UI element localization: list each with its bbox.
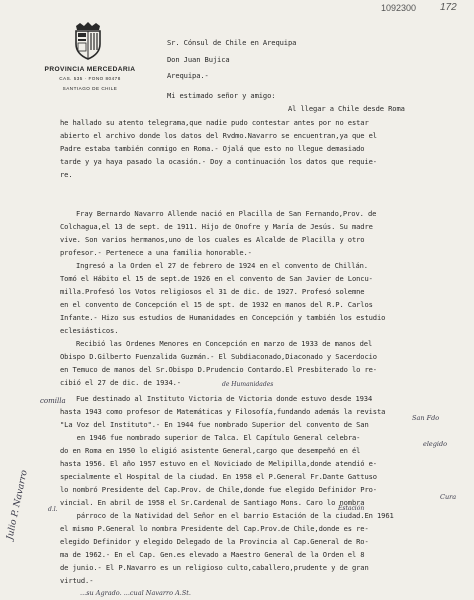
body-line: re. [60, 170, 73, 179]
body-line: Recibió las Ordenes Menores en Concepción en marzo de 1933 de manos del [76, 339, 373, 348]
body-line: hasta 1943 como profesor de Matemáticas y Filosofía,fundando además la revista [60, 407, 386, 416]
recipient-line: Sr. Cónsul de Chile en Arequipa [167, 38, 297, 47]
body-line: ma de 1962.- En el Cap. Gen.es elevado a Maestro General de la Orden el 8 [60, 550, 365, 559]
body-line: lo nombró Presidente del Cap.Prov. de Chile,donde fue elegido Definidor Pro- [60, 485, 377, 494]
body-line: en 1946 fue nombrado superior de Talca. El Capítulo General celebra- [60, 433, 361, 442]
body-line: do en Roma en 1950 lo eligió asistente General,cargo que desempeñó en él [60, 446, 361, 455]
body-line: Al llegar a Chile desde Roma [288, 104, 405, 113]
body-line: Infante.- Hizo sus estudios de Humanidades en Concepción y también los estudio [60, 313, 386, 322]
body-line: virtud.- [60, 576, 94, 585]
recipient-line: Arequipa.- [167, 71, 209, 80]
body-line: milla.Profesó los Votos religiosos el 31 de dic. de 1927. Profesó solemne [60, 287, 365, 296]
body-line: specialmente el Hospital de la ciudad. En 1958 el P.General Fr.Dante Gattuso [60, 472, 377, 481]
body-line: tarde y ya haya pasado la ocasión.- Doy a continuación los datos que requie- [60, 157, 377, 166]
mercedarian-crest-icon [70, 22, 106, 60]
body-line: Obispo D.Gilberto Fuenzalida Guzmán.- El Subdiaconado,Diaconado y Sacerdocio [60, 352, 377, 361]
folio-number: 172 [440, 2, 457, 13]
body-line: elegido Definidor y elegido Delegado de la Provincia al Cap.General de Ro- [60, 537, 369, 546]
body-line: Ingresó a la Orden el 27 de febrero de 1924 en el convento de Chillán. [76, 261, 368, 270]
body-line: abierto el archivo donde los datos del Rvdmo.Navarro se encuentran,ya que el [60, 131, 377, 140]
body-line: hasta 1956. El año 1957 estuvo en el Noviciado de Melipilla,donde atendió e- [60, 459, 377, 468]
letterhead-address: CAS. 535 · FONO 80478 [59, 76, 121, 81]
catalog-number: 1092300 [381, 3, 417, 13]
body-line: Padre estaba también conmigo en Roma.- Ojalá que esto no llegue demasiado [60, 144, 365, 153]
handwritten-note: comilla [40, 397, 66, 405]
body-line: vive. Son varios hermanos,uno de los cuales es Alcalde de Placilla y otro [60, 235, 365, 244]
body-line: "La Voz del Instituto".- En 1944 fue nombrado Superior del convento de San [60, 420, 369, 429]
body-line: de junio.- El P.Navarro es un religioso culto,caballero,prudente y de gran [60, 563, 369, 572]
body-line: Fue destinado al Instituto Victoria de Victoria donde estuvo desde 1934 [76, 394, 373, 403]
salutation: Mi estimado señor y amigo: [167, 91, 276, 100]
body-line: profesor.- Pertenece a una familia honorable.- [60, 248, 252, 257]
body-line: Colchagua,el 13 de sept. de 1911. Hijo de Onofre y María de Jesús. Su madre [60, 222, 373, 231]
recipient-line: Don Juan Bujica [167, 55, 230, 64]
body-line: vincial. En abril de 1958 el Sr.Cardenal de Santiago Mons. Caro lo nombra [60, 498, 365, 507]
letterhead-org-name: PROVINCIA MERCEDARIA [44, 66, 136, 73]
body-line: en el convento de Concepción el 15 de spt. de 1932 en manos del R.P. Carlos [60, 300, 373, 309]
handwritten-signature: Julio P. Navarro [5, 469, 30, 541]
handwritten-note: Cura [440, 493, 457, 501]
body-line: en Temuco de manos del Sr.Obispo D.Prudencio Contardo.El Presbiterado lo re- [60, 365, 377, 374]
handwritten-note: elegido [423, 440, 448, 448]
body-line: he hallado su atento telegrama,que nadie pudo contestar antes por no estar [60, 118, 369, 127]
handwritten-note: San Fdo [412, 414, 440, 422]
handwritten-note: d.l. [48, 506, 58, 513]
handwritten-note: ...su Agrado. ...cual Navarro A.St. [80, 589, 191, 597]
body-line: Fray Bernardo Navarro Allende nació en Placilla de San Fernando,Prov. de [76, 209, 377, 218]
body-line: Tomó el Hábito el 15 de sept.de 1926 en el convento de San Javier de Loncu- [60, 274, 373, 283]
body-line: eclesiásticos. [60, 326, 119, 335]
body-line: párroco de la Natividad del Señor en el barrio Estación de la ciudad.En 1961 [60, 511, 394, 520]
body-line: cibió el 27 de dic. de 1934.- [60, 378, 181, 387]
handwritten-note: de Humanidades [222, 381, 274, 388]
body-line: el mismo P.General lo nombra Presidente del Cap.Prov.de Chile,donde es re- [60, 524, 369, 533]
letterhead-city: SANTIAGO DE CHILE [62, 86, 118, 91]
handwritten-note: Estación [338, 505, 365, 512]
